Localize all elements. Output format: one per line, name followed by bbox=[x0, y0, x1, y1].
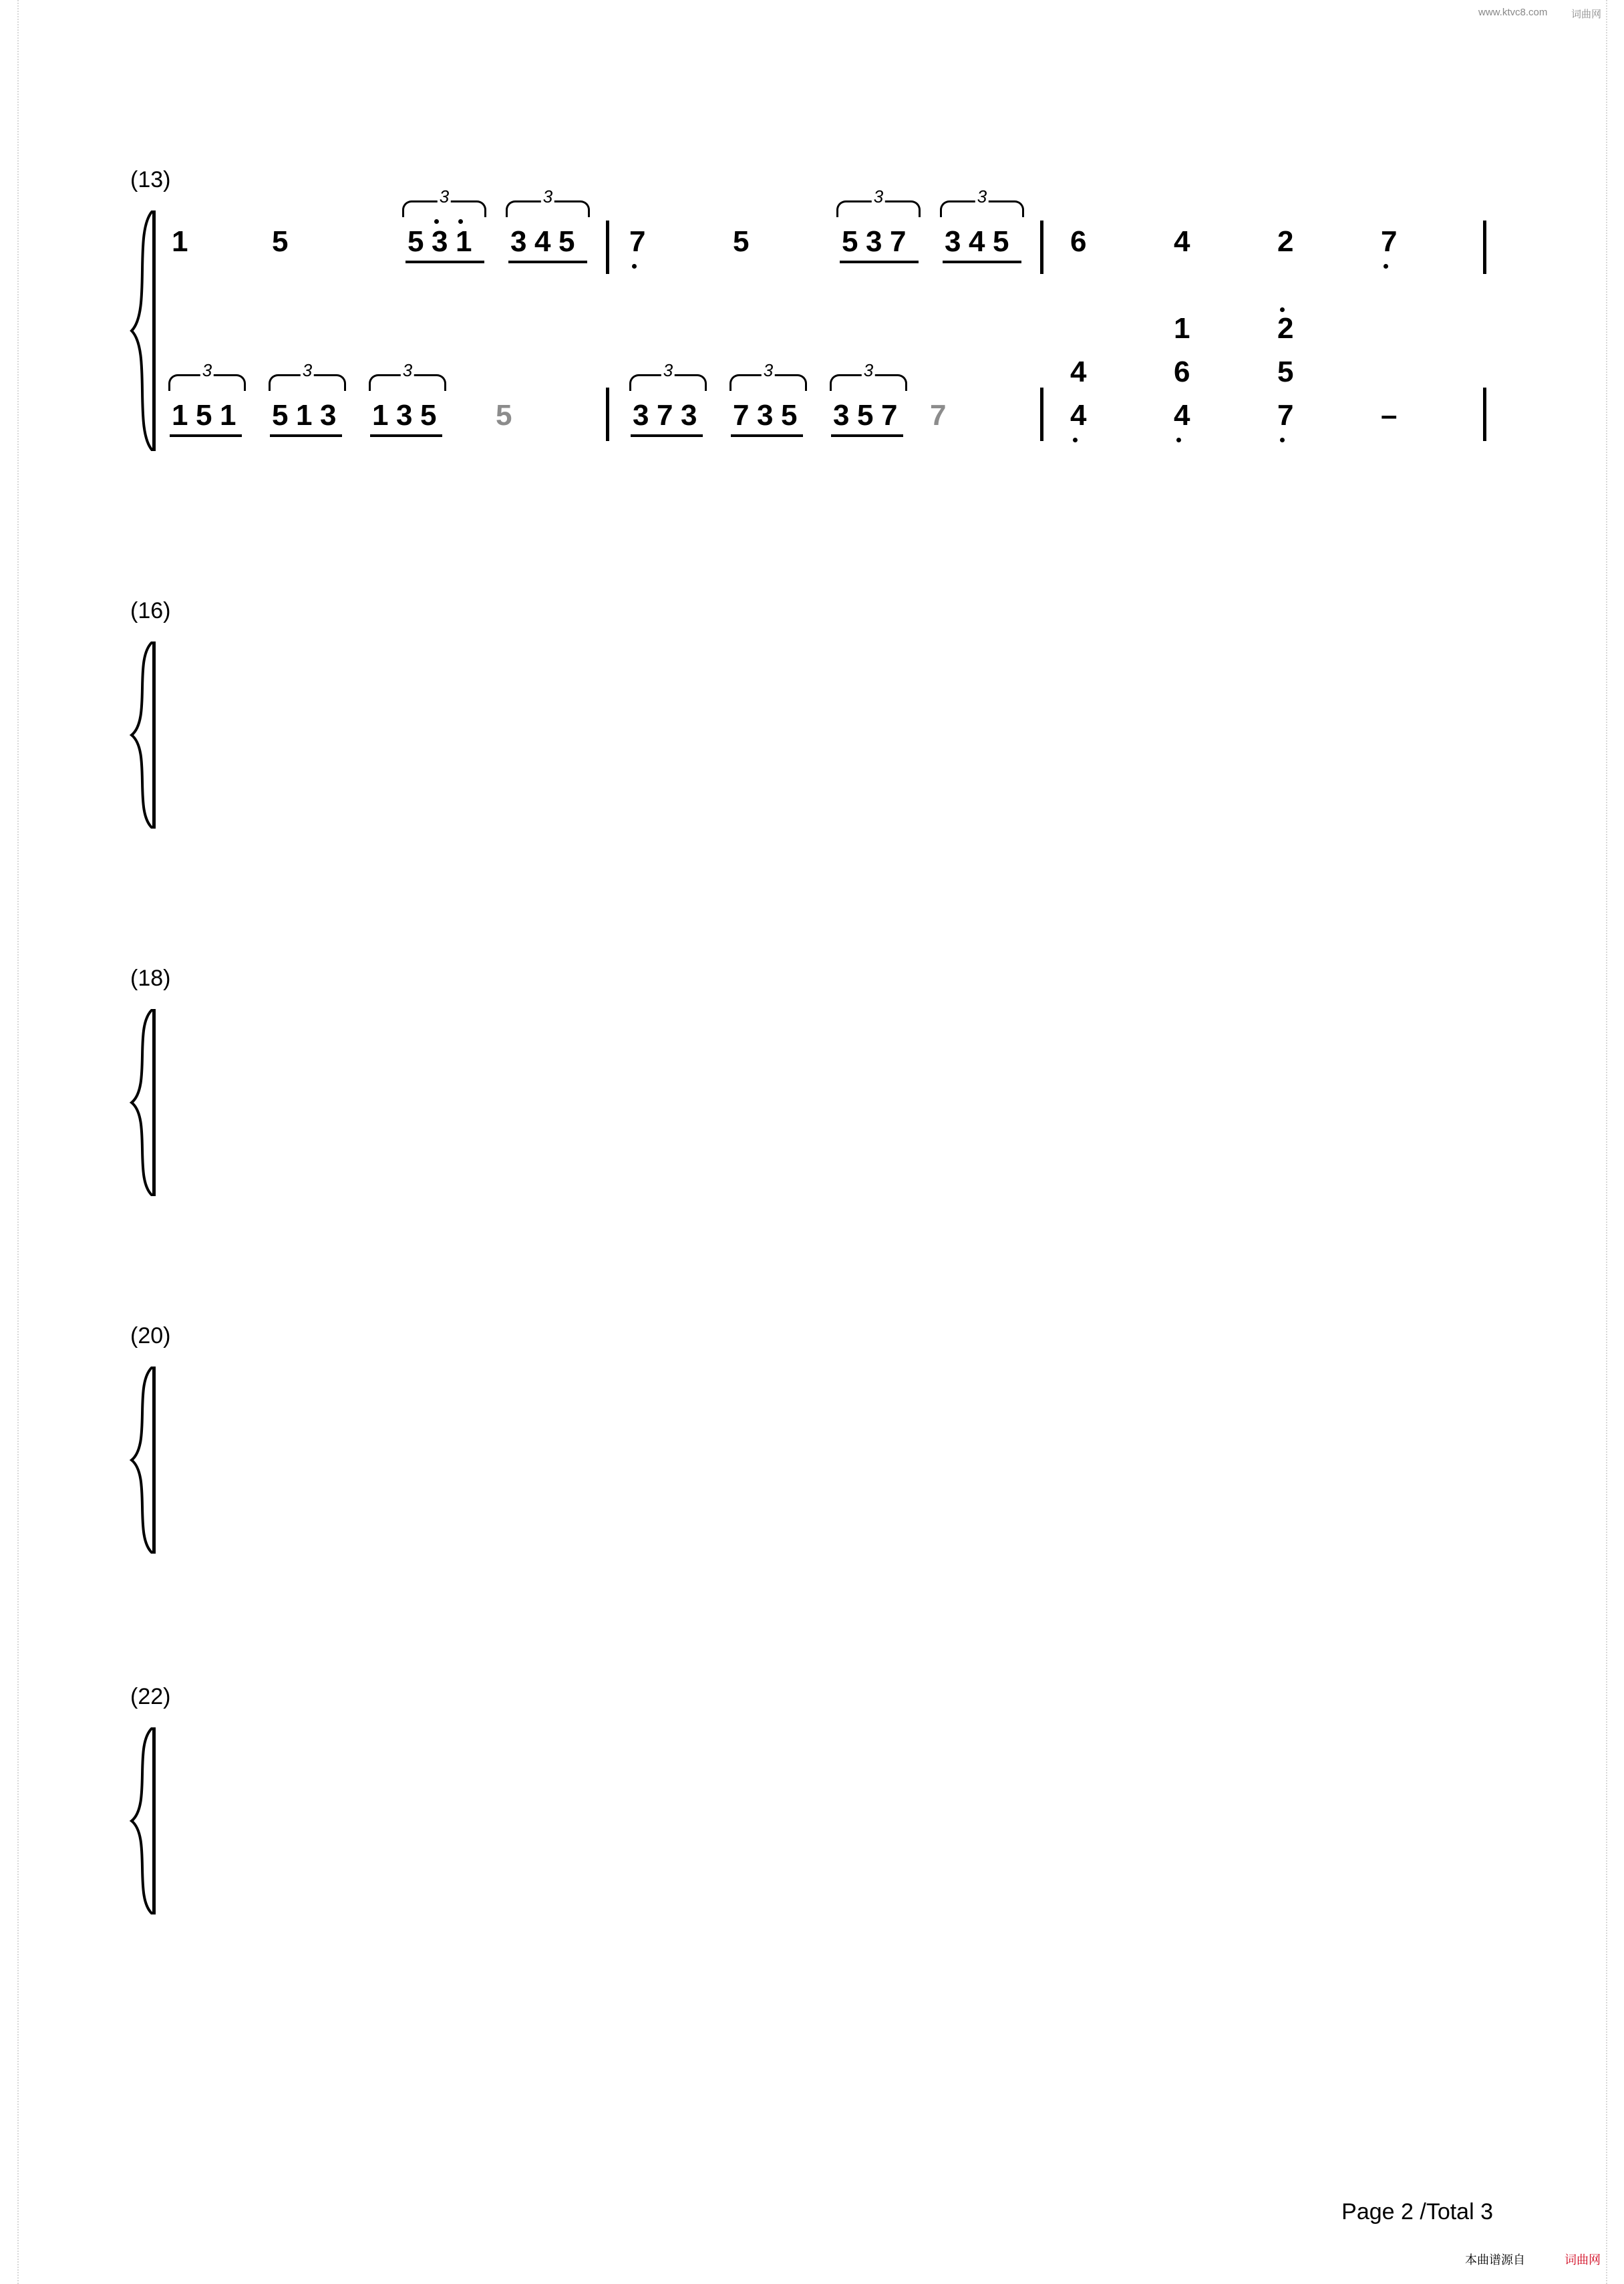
system-barline bbox=[152, 1727, 156, 1914]
beam bbox=[370, 434, 442, 437]
brace bbox=[129, 641, 156, 829]
barline bbox=[1483, 388, 1486, 441]
note: 2 bbox=[1277, 225, 1294, 258]
page-indicator: Page 2 /Total 3 bbox=[1341, 2199, 1493, 2225]
measure-number: (16) bbox=[130, 598, 171, 623]
note: 3 bbox=[866, 225, 882, 258]
note: 5 bbox=[842, 225, 858, 258]
beam bbox=[943, 261, 1021, 263]
note: 1 bbox=[456, 225, 472, 258]
brand-label: 词曲网 bbox=[1565, 2253, 1601, 2267]
note: 7 bbox=[629, 225, 646, 258]
note: 3 bbox=[396, 399, 413, 432]
octave-dot bbox=[1280, 438, 1285, 442]
note: 7 bbox=[733, 399, 750, 432]
left-margin-line bbox=[17, 0, 19, 2284]
note: 6 bbox=[1070, 225, 1087, 258]
note: 3 bbox=[681, 399, 697, 432]
note: 7 bbox=[930, 399, 947, 432]
note: 3 bbox=[510, 225, 527, 258]
triplet-bracket: 3 bbox=[830, 374, 907, 391]
beam bbox=[170, 434, 242, 437]
note: 5 bbox=[733, 225, 750, 258]
note: 1 bbox=[296, 399, 313, 432]
measure-number: (13) bbox=[130, 167, 171, 192]
triplet-bracket: 3 bbox=[836, 200, 921, 217]
octave-dot bbox=[1280, 307, 1285, 312]
note: 5 bbox=[857, 399, 874, 432]
note: 5 bbox=[1277, 355, 1294, 388]
note: 3 bbox=[320, 399, 337, 432]
note: 5 bbox=[558, 225, 575, 258]
measure-number: (22) bbox=[130, 1684, 171, 1709]
system-18 bbox=[120, 966, 1496, 1206]
barline bbox=[1040, 221, 1043, 274]
octave-dot bbox=[1176, 438, 1181, 442]
octave-dot bbox=[1384, 264, 1388, 269]
brace bbox=[129, 210, 156, 451]
note: 5 bbox=[781, 399, 798, 432]
octave-dot bbox=[1073, 438, 1078, 442]
note: 3 bbox=[945, 225, 961, 258]
note: 3 bbox=[757, 399, 774, 432]
note: 1 bbox=[172, 399, 188, 432]
barline bbox=[606, 388, 609, 441]
note: 7 bbox=[1277, 399, 1294, 432]
measure-number: (20) bbox=[130, 1323, 171, 1348]
note: 3 bbox=[833, 399, 850, 432]
system-13 bbox=[120, 167, 1496, 468]
note: 4 bbox=[969, 225, 985, 258]
note: 5 bbox=[272, 399, 289, 432]
watermark-url: www.ktvc8.com bbox=[1478, 7, 1548, 18]
note: 4 bbox=[1070, 355, 1087, 388]
beam bbox=[508, 261, 587, 263]
triplet-bracket: 3 bbox=[729, 374, 807, 391]
note: 3 bbox=[633, 399, 649, 432]
triplet-bracket: 3 bbox=[269, 374, 346, 391]
note: 5 bbox=[993, 225, 1009, 258]
note: – bbox=[1381, 399, 1398, 432]
triplet-bracket: 3 bbox=[168, 374, 246, 391]
octave-dot bbox=[632, 264, 637, 269]
brace bbox=[129, 1367, 156, 1554]
beam bbox=[405, 261, 484, 263]
watermark-site: 词曲网 bbox=[1571, 9, 1602, 20]
beam bbox=[631, 434, 703, 437]
beam bbox=[831, 434, 903, 437]
note: 4 bbox=[1070, 399, 1087, 432]
note: 2 bbox=[1277, 312, 1294, 345]
note: 7 bbox=[1381, 225, 1398, 258]
system-barline bbox=[152, 1367, 156, 1554]
source-label: 本曲谱源自 bbox=[1465, 2253, 1525, 2267]
note: 5 bbox=[196, 399, 212, 432]
right-margin-line bbox=[1606, 0, 1607, 2284]
note: 1 bbox=[1174, 312, 1190, 345]
barline bbox=[606, 221, 609, 274]
note: 7 bbox=[657, 399, 673, 432]
triplet-bracket: 3 bbox=[369, 374, 446, 391]
note: 5 bbox=[272, 225, 289, 258]
upper-staff bbox=[168, 186, 1496, 307]
system-22 bbox=[120, 1684, 1496, 1924]
barline bbox=[1483, 221, 1486, 274]
triplet-bracket: 3 bbox=[402, 200, 486, 217]
note: 1 bbox=[172, 225, 188, 258]
system-20 bbox=[120, 1323, 1496, 1564]
beam bbox=[270, 434, 342, 437]
system-barline bbox=[152, 1009, 156, 1196]
note: 3 bbox=[432, 225, 448, 258]
octave-dot bbox=[434, 219, 439, 224]
note: 5 bbox=[496, 399, 512, 432]
note: 7 bbox=[890, 225, 907, 258]
system-16 bbox=[120, 598, 1496, 839]
note: 4 bbox=[1174, 399, 1190, 432]
triplet-bracket: 3 bbox=[940, 200, 1024, 217]
measure-number: (18) bbox=[130, 966, 171, 991]
triplet-bracket: 3 bbox=[506, 200, 590, 217]
note: 4 bbox=[534, 225, 551, 258]
note: 6 bbox=[1174, 355, 1190, 388]
octave-dot bbox=[458, 219, 463, 224]
brace bbox=[129, 1009, 156, 1196]
note: 5 bbox=[420, 399, 437, 432]
note: 5 bbox=[408, 225, 424, 258]
triplet-bracket: 3 bbox=[629, 374, 707, 391]
system-barline bbox=[152, 641, 156, 829]
note: 1 bbox=[220, 399, 236, 432]
lower-staff bbox=[168, 314, 1496, 448]
system-barline bbox=[152, 210, 156, 451]
note: 7 bbox=[881, 399, 898, 432]
beam bbox=[840, 261, 919, 263]
brace bbox=[129, 1727, 156, 1914]
note: 4 bbox=[1174, 225, 1190, 258]
barline bbox=[1040, 388, 1043, 441]
beam bbox=[731, 434, 803, 437]
note: 1 bbox=[372, 399, 389, 432]
